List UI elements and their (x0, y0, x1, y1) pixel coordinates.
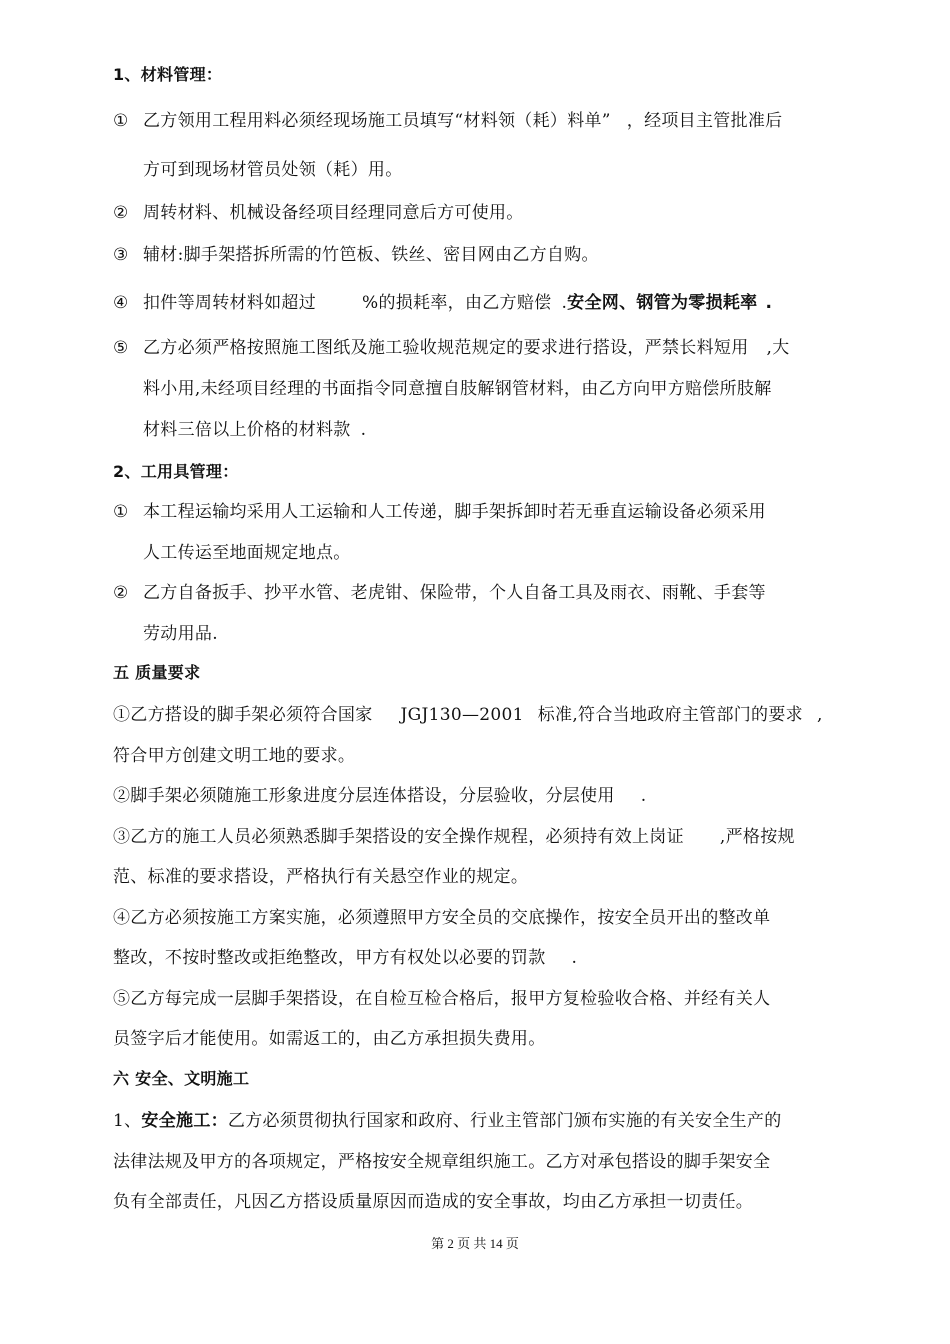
paragraph-tools-1-cont: 人工传运至地面规定地点。 (143, 543, 351, 563)
paragraph-materials-5-cont2 (143, 415, 366, 440)
text: 本工程运输均采用人工运输和人工传递，脚手架拆卸时若无垂直运输设备必须采用 (143, 502, 766, 522)
item-marker: ① (113, 111, 129, 131)
item-marker: ③ (113, 245, 129, 265)
paragraph-quality-1 (113, 700, 823, 725)
item-marker: ⑤ (113, 338, 129, 358)
text: ③乙方的施工人员必须熟悉脚手架搭设的安全操作规程，必须持有效上岗证 (113, 827, 684, 847)
paragraph-materials-5 (113, 333, 790, 358)
text: ，经项目主管批准后 (626, 111, 783, 131)
text: 扣件等周转材料如超过 (143, 293, 316, 313)
paragraph-quality-3 (113, 822, 795, 847)
bold-text: 安全网、钢管为零损耗率 (567, 293, 758, 313)
text: ②脚手架必须随施工形象进度分层连体搭设，分层验收，分层使用 (113, 786, 615, 806)
paragraph-tools-1 (113, 497, 766, 522)
section-heading-materials: 1、材料管理： (113, 65, 223, 84)
paragraph-tools-2-cont (143, 619, 218, 644)
paragraph-quality-3-cont: 范、标准的要求搭设，严格执行有关悬空作业的规定。 (113, 867, 529, 887)
item-marker: ② (113, 583, 129, 603)
section-heading-tools: 2、工用具管理： (113, 462, 239, 481)
text: %的损耗率，由乙方赔偿 (362, 293, 552, 313)
text: . (765, 293, 773, 313)
paragraph-safety-1-cont2: 负有全部责任，凡因乙方搭设质量原因而造成的安全事故，均由乙方承担一切责任。 (113, 1192, 754, 1212)
bold-text: 安全施工： (141, 1111, 228, 1131)
item-marker: ① (113, 502, 129, 522)
text: . (640, 786, 647, 806)
text: ,严格按规 (719, 827, 795, 847)
paragraph-quality-5: ⑤乙方每完成一层脚手架搭设，在自检互检合格后，报甲方复检验收合格、并经有关人 (113, 989, 771, 1009)
paragraph-materials-1 (113, 106, 782, 131)
text: 乙方必须贯彻执行国家和政府、行业主管部门颁布实施的有关安全生产的 (227, 1111, 782, 1131)
text: ①乙方搭设的脚手架必须符合国家 (113, 705, 373, 725)
text: 整改，不按时整改或拒绝整改，甲方有权处以必要的罚款 (113, 948, 546, 968)
paragraph-quality-4: ④乙方必须按施工方案实施，必须遵照甲方安全员的交底操作，按安全员开出的整改单 (113, 908, 771, 928)
paragraph-quality-5-cont: 员签字后才能使用。如需返工的，由乙方承担损失费用。 (113, 1029, 546, 1049)
section-heading-quality: 五 质量要求 (113, 663, 201, 682)
item-marker: ④ (113, 293, 129, 313)
text: JGJ130—2001 (400, 705, 524, 725)
text: . (571, 948, 578, 968)
paragraph-materials-4 (113, 288, 772, 313)
paragraph-quality-4-cont (113, 943, 577, 968)
paragraph-quality-1-cont: 符合甲方创建文明工地的要求。 (113, 746, 356, 766)
paragraph-materials-5-cont: 料小用,未经项目经理的书面指令同意擅自肢解钢管材料，由乙方向甲方赔偿所肢解 (143, 379, 772, 399)
paragraph-quality-2 (113, 781, 646, 806)
text: 辅材:脚手架搭拆所需的竹笆板、铁丝、密目网由乙方自购。 (143, 245, 599, 265)
item-marker: ② (113, 203, 129, 223)
text: 乙方领用工程用料必须经现场施工员填写“材料领（耗）料单” (143, 111, 611, 131)
text: . (360, 420, 367, 440)
text: . (561, 293, 568, 313)
text: , (816, 705, 823, 725)
text: ,大 (766, 338, 790, 358)
paragraph-materials-2 (113, 198, 524, 223)
paragraph-safety-1 (113, 1106, 782, 1131)
text: 1、 (113, 1111, 142, 1131)
text: 标准,符合当地政府主管部门的要求 (537, 705, 803, 725)
text: . (212, 624, 218, 644)
page-number: 第 2 页 共 14 页 (431, 1236, 519, 1251)
paragraph-safety-1-cont: 法律法规及甲方的各项规定，严格按安全规章组织施工。乙方对承包搭设的脚手架安全 (113, 1152, 771, 1172)
text: 乙方自备扳手、抄平水管、老虎钳、保险带，个人自备工具及雨衣、雨靴、手套等 (143, 583, 766, 603)
text: 劳动用品 (143, 624, 213, 644)
paragraph-materials-1-cont: 方可到现场材管员处领（耗）用。 (143, 160, 403, 180)
text: 乙方必须严格按照施工图纸及施工验收规范规定的要求进行搭设，严禁长料短用 (143, 338, 749, 358)
paragraph-tools-2 (113, 578, 766, 603)
section-heading-safety: 六 安全、文明施工 (113, 1069, 250, 1088)
text: 材料三倍以上价格的材料款 (143, 420, 351, 440)
text: 周转材料、机械设备经项目经理同意后方可使用。 (143, 203, 524, 223)
paragraph-materials-3 (113, 240, 599, 265)
